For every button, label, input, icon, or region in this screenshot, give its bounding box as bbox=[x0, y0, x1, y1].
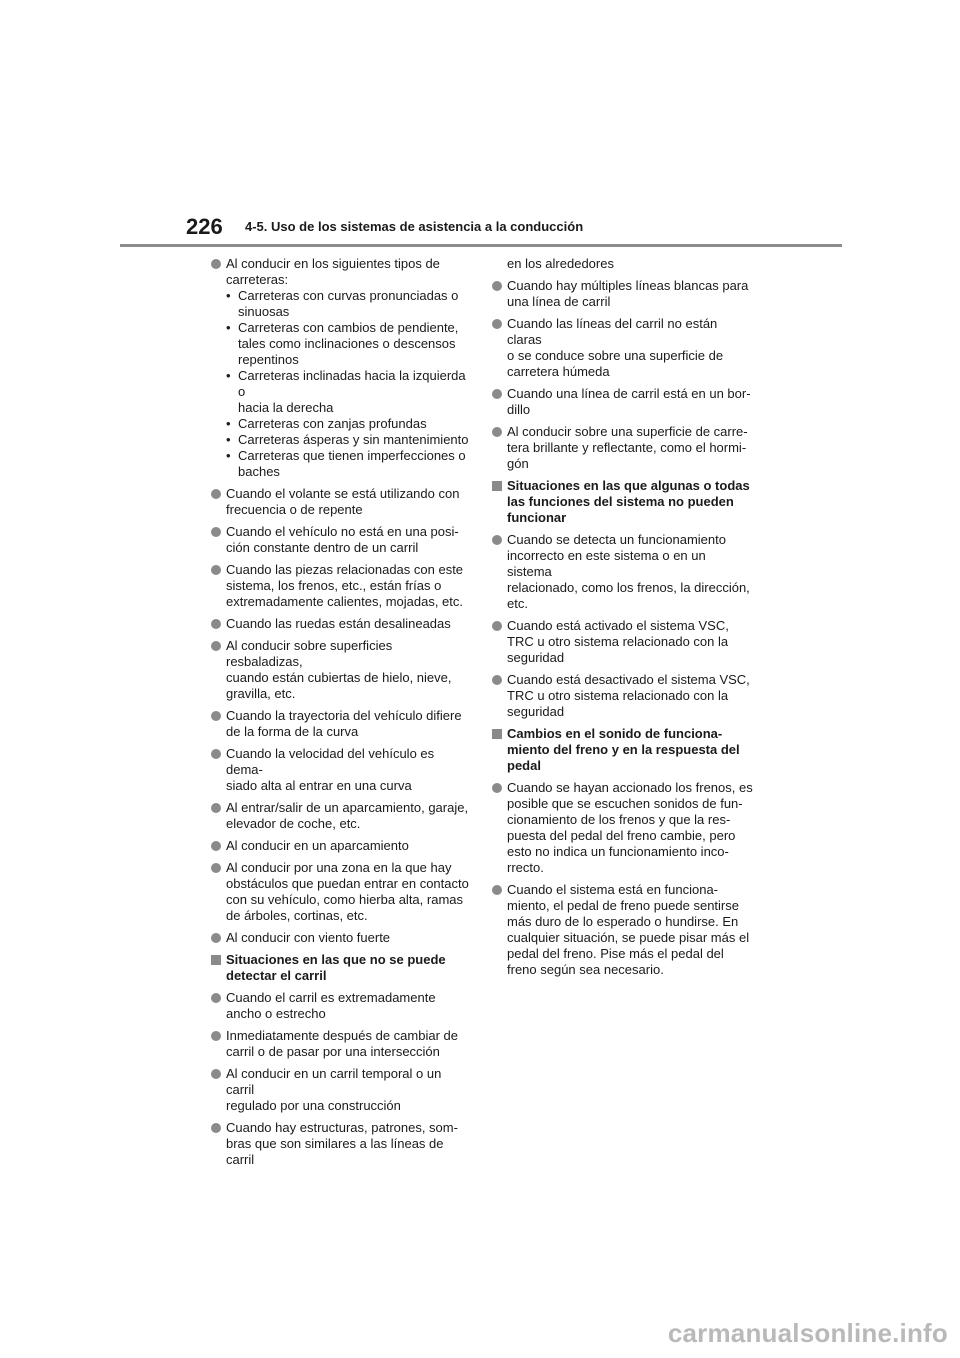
bullet-icon bbox=[211, 641, 221, 651]
list-item: Cuando hay múltiples líneas blancas para una línea de carril bbox=[491, 278, 753, 310]
subsection-heading: Situaciones en las que no se puede detectar el carril bbox=[210, 952, 472, 984]
bullet-icon bbox=[211, 1031, 221, 1041]
section-title: 4-5. Uso de los sistemas de asistencia a la conducción bbox=[245, 219, 584, 234]
list-item: Al conducir sobre una superficie de carre- tera brillante y reflectante, como el hormi- gón bbox=[491, 424, 753, 472]
list-item: Cuando las piezas relacionadas con este sistema, los frenos, etc., están frías o extremadamente calientes, mojadas, etc. bbox=[210, 562, 472, 610]
list-item: Cuando está activado el sistema VSC, TRC u otro sistema relacionado con la seguridad bbox=[491, 618, 753, 666]
square-icon bbox=[492, 729, 502, 739]
list-item: Inmediatamente después de cambiar de carril o de pasar por una intersección bbox=[210, 1028, 472, 1060]
list-item-continuation: en los alrededores bbox=[507, 256, 614, 271]
list-item: Cuando las líneas del carril no están claras o se conduce sobre una superficie de carretera húmeda bbox=[491, 316, 753, 380]
list-item: Al conducir sobre superficies resbaladizas, cuando están cubiertas de hielo, nieve, gravilla, etc. bbox=[210, 638, 472, 702]
list-item: Cuando se detecta un funcionamiento incorrecto en este sistema o en un sistema relacionado, como los frenos, la dirección, etc. bbox=[491, 532, 753, 612]
subsection-heading: Situaciones en las que algunas o todas las funciones del sistema no pueden funcionar bbox=[491, 478, 753, 526]
bullet-icon bbox=[211, 1069, 221, 1079]
list-item: Cuando el sistema está en funciona- miento, el pedal de freno puede sentirse más duro de lo esperado o hundirse. En cualquier situación, se puede pisar más el pedal del freno. Pise más el pedal del freno según sea necesario. bbox=[491, 882, 753, 978]
bullet-icon bbox=[492, 389, 502, 399]
list-item: Cuando el vehículo no está en una posi- ción constante dentro de un carril bbox=[210, 524, 472, 556]
list-item: Cuando una línea de carril está en un bor- dillo bbox=[491, 386, 753, 418]
bullet-icon bbox=[211, 993, 221, 1003]
bullet-icon bbox=[211, 1123, 221, 1133]
bullet-icon bbox=[211, 259, 221, 269]
sub-item: • Carreteras que tienen imperfecciones o baches bbox=[226, 448, 466, 479]
list-item: Cuando se hayan accionado los frenos, es posible que se escuchen sonidos de fun- cionamiento de los frenos y que la res- puesta del pedal del freno cambie, pero esto no indica un funcionamiento inco- rrecto. bbox=[491, 780, 753, 876]
left-column bbox=[210, 256, 472, 1174]
right-column bbox=[491, 256, 753, 984]
list-item: Al conducir en un carril temporal o un carril regulado por una construcción bbox=[210, 1066, 472, 1114]
sub-item: • Carreteras ásperas y sin mantenimiento bbox=[226, 432, 469, 447]
list-item: Cuando hay estructuras, patrones, som- bras que son similares a las líneas de carril bbox=[210, 1120, 472, 1168]
bullet-icon bbox=[211, 565, 221, 575]
bullet-icon bbox=[492, 621, 502, 631]
sub-item: • Carreteras con zanjas profundas bbox=[226, 416, 427, 431]
sub-item: • Carreteras inclinadas hacia la izquierda o hacia la derecha bbox=[226, 368, 466, 415]
bullet-icon bbox=[492, 675, 502, 685]
square-icon bbox=[211, 955, 221, 965]
list-item: Al entrar/salir de un aparcamiento, garaje, elevador de coche, etc. bbox=[210, 800, 472, 832]
sub-item: • Carreteras con cambios de pendiente, tales como inclinaciones o descensos repentinos bbox=[226, 320, 459, 367]
list-item: Cuando el volante se está utilizando con frecuencia o de repente bbox=[210, 486, 472, 518]
list-item: Al conducir en un aparcamiento bbox=[210, 838, 472, 854]
list-item: Cuando la velocidad del vehículo es dema- siado alta al entrar en una curva bbox=[210, 746, 472, 794]
list-item: Cuando la trayectoria del vehículo difiere de la forma de la curva bbox=[210, 708, 472, 740]
bullet-icon bbox=[211, 933, 221, 943]
bullet-icon bbox=[211, 711, 221, 721]
bullet-icon bbox=[211, 749, 221, 759]
bullet-icon bbox=[492, 783, 502, 793]
page-number: 226 bbox=[186, 214, 223, 239]
bullet-icon bbox=[211, 619, 221, 629]
watermark: carmanualsonline.info bbox=[667, 1318, 948, 1348]
list-item bbox=[210, 256, 472, 480]
sub-item: • Carreteras con curvas pronunciadas o sinuosas bbox=[226, 288, 459, 319]
bullet-icon bbox=[211, 489, 221, 499]
bullet-icon bbox=[211, 841, 221, 851]
bullet-icon bbox=[492, 535, 502, 545]
bullet-icon bbox=[492, 281, 502, 291]
bullet-icon bbox=[211, 527, 221, 537]
bullet-icon bbox=[211, 803, 221, 813]
bullet-icon bbox=[492, 885, 502, 895]
square-icon bbox=[492, 481, 502, 491]
list-item: Cuando las ruedas están desalineadas bbox=[210, 616, 472, 632]
list-item: Al conducir con viento fuerte bbox=[210, 930, 472, 946]
bullet-icon bbox=[492, 427, 502, 437]
item-text: Al conducir en los siguientes tipos de carreteras: bbox=[226, 256, 440, 287]
subsection-heading: Cambios en el sonido de funciona- miento del freno y en la respuesta del pedal bbox=[491, 726, 753, 774]
list-item: Cuando está desactivado el sistema VSC, TRC u otro sistema relacionado con la seguridad bbox=[491, 672, 753, 720]
list-item: Cuando el carril es extremadamente ancho o estrecho bbox=[210, 990, 472, 1022]
header-rule bbox=[120, 244, 842, 247]
list-item: Al conducir por una zona en la que hay obstáculos que puedan entrar en contacto con su vehículo, como hierba alta, ramas de árboles, cortinas, etc. bbox=[210, 860, 472, 924]
bullet-icon bbox=[492, 319, 502, 329]
bullet-icon bbox=[211, 863, 221, 873]
